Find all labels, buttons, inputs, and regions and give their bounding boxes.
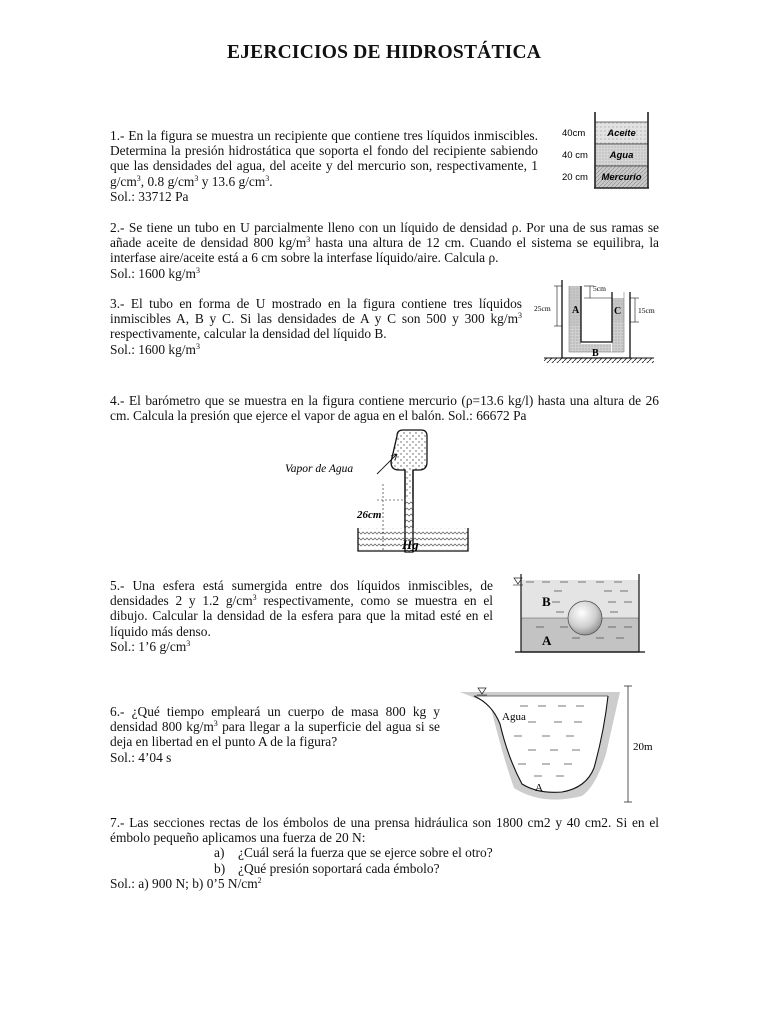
exercise-7-solution: Sol.: a) 900 N; b) 0’5 $N/cm^2$ — [110, 875, 262, 891]
exercise-6-text: 6.- ¿Qué tiempo empleará un cuerpo de masa 800 kg y densidad 800 $kg/m^3$ para llegar a la superficie del agua si se deja en libertad en el punto A de la figura? — [110, 704, 440, 750]
layer-mercury-name: Mercurio — [601, 172, 642, 183]
hg-label: Hg — [402, 537, 419, 552]
exercise-6-solution: Sol.: 4’04 s — [110, 749, 172, 765]
exercise-7-questions — [110, 845, 659, 875]
layer-mercury-height: 20 cm — [562, 172, 588, 183]
exercise-2-text: 2.- Se tiene un tubo en U parcialmente lleno con un líquido de densidad ρ. Por una de sus ramas se añade aceite de densidad 800 $kg/m^3$ hasta una altura de 12 cm. Cuando el sistema se equilibra, la interfase aire/aceite está a 6 cm sobre la interfase líquido/aire. Calcula ρ. — [110, 220, 660, 266]
liquid-c-label: C — [614, 306, 622, 317]
figure-water-basin — [458, 684, 668, 806]
page-title: EJERCICIOS DE HIDROSTÁTICA — [226, 42, 542, 63]
exercise-4-text: 4.- El barómetro que se muestra en la figura contiene mercurio (ρ=13.6 kg/l) hasta una altura de 26 cm. Calcula la presión que ejerce el vapor de agua en el balón. Sol.: 66672 Pa — [110, 393, 659, 424]
exercise-5-solution: Sol.: 1’6 $g/cm^3$ — [110, 638, 191, 654]
figure-layered-container — [560, 110, 650, 190]
exercise-5-text: 5.- Una esfera está sumergida entre dos líquidos inmiscibles, de densidades 2 y 1.2 $g/cm^3$ respectivamente, como se muestra en el dibujo. Calcular la densidad de la esfera para que la mitad esté en el líquido más denso. — [110, 578, 493, 639]
exercise-3 — [110, 296, 522, 357]
exercise-7-text: 7.- Las secciones rectas de los émbolos de una prensa hidráulica son 1800 cm2 y 40 cm2. Si en el émbolo pequeño aplicamos una fuerza de 20 N: — [110, 815, 659, 846]
figure-u-tube-abc — [534, 276, 660, 366]
exercise-1 — [110, 128, 538, 204]
dim-top-label: 5cm — [593, 284, 606, 293]
water-label: Agua — [502, 711, 526, 723]
layer-water-height: 40 cm — [562, 150, 588, 161]
exercise-3-text: 3.- El tubo en forma de U mostrado en la figura contiene tres líquidos inmiscibles A, B y C. Si las densidades de A y C son 500 y 300 $kg/m^3$ respectivamente, calcular la densidad del líquido B. — [110, 296, 522, 342]
liquid-a-label: A — [542, 633, 552, 648]
exercise-1-text: 1.- En la figura se muestra un recipiente que contiene tres líquidos inmiscibles. Determina la presión hidrostática que soporta el fondo del recipiente sabiendo que las densidades del agua, del aceite y del mercurio son, respectivamente, 1 $g/cm^3$, 0.8 $g/cm^3$ y 13.6 $g/cm^3$. — [110, 128, 538, 189]
exercise-1-solution: Sol.: 33712 Pa — [110, 188, 189, 204]
exercise-4 — [110, 393, 659, 423]
layer-water-name: Agua — [609, 150, 634, 161]
layer-oil-name: Aceite — [607, 128, 636, 139]
sphere-tank-diagram — [512, 572, 650, 662]
water-basin-diagram — [458, 684, 668, 806]
depth-label: 20m — [633, 741, 653, 753]
u-tube-abc-diagram — [534, 276, 660, 366]
dim-right-label: 15cm — [638, 306, 655, 315]
figure-barometer — [285, 428, 475, 554]
liquid-a-label: A — [572, 305, 580, 316]
height-label: 26cm — [357, 509, 382, 521]
exercise-2-solution: Sol.: 1600 $kg/m^3$ — [110, 265, 200, 281]
vapor-label: Vapor de Agua — [285, 463, 354, 475]
list-item: a) ¿Cuál será la fuerza que se ejerce sobre el otro? — [214, 845, 493, 861]
exercise-3-solution: Sol.: 1600 $kg/m^3$ — [110, 341, 200, 357]
exercise-7 — [110, 815, 659, 891]
liquid-b-label: B — [542, 594, 551, 609]
dim-left-label: 25cm — [534, 304, 551, 313]
point-a-label: A — [535, 782, 543, 794]
exercise-5 — [110, 578, 493, 654]
figure-sphere-tank — [512, 572, 650, 662]
liquid-b-label: B — [592, 348, 599, 359]
barometer-diagram — [285, 428, 475, 554]
layered-container-diagram — [560, 110, 650, 190]
exercise-6 — [110, 704, 440, 765]
exercise-2 — [110, 220, 659, 281]
list-item: b) ¿Qué presión soportará cada émbolo? — [214, 860, 440, 876]
layer-oil-height: 40cm — [562, 128, 586, 139]
